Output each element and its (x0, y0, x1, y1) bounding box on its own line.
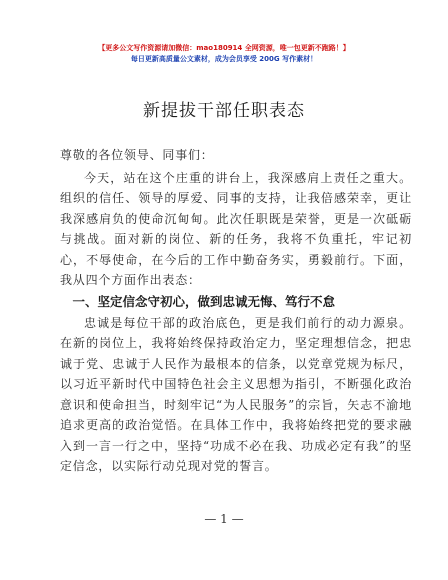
promo-banner (0, 43, 448, 65)
section-1-paragraph: 忠诚是每位干部的政治底色，更是我们前行的动力源泉。在新的岗位上，我将始终保持政治定力，坚定理想信念，把忠诚于党、忠诚于人民作为最根本的信条，以党章党规为标尺，以习近平新时代中国特色社会主义思想为指引，不断强化政治意识和使命担当，时刻牢记“为人民服务”的宗旨，矢志不渝地追求更高的政治觉悟。在具体工作中，我将始终把党的要求融入到一言一行之中，坚持“功成不必在我、功成必定有我”的坚定信念，以实际行动兑现对党的誓言。 (60, 315, 412, 473)
document-body (60, 145, 412, 477)
salutation: 尊敬的各位领导、同事们： (60, 148, 214, 162)
promo-line-1: 【更多公文写作资源请加微信：mao180914 全网资源，唯一包更新不跑路！】 (98, 44, 350, 52)
section-1-heading: 一、坚定信念守初心，做到忠诚无悔、笃行不怠 (72, 293, 336, 309)
page-number: — 1 — (204, 512, 244, 526)
intro-paragraph: 今天，站在这个庄重的讲台上，我深感肩上责任之重大。组织的信任、领导的厚爱、同事的支持，让我倍感荣幸，更让我深感肩负的使命沉甸甸。此次任职既是荣誉，更是一次砥砺与挑战。面对新的岗位、新的任务，我将不负重托，牢记初心，不辱使命，在今后的工作中勤奋务实，勇毅前行。下面，我从四个方面作出表态： (60, 170, 412, 287)
promo-line-2: 每日更新高质量公文素材，成为会员享受 200G 写作素材！ (130, 55, 318, 63)
document-title: 新提拔干部任职表态 (143, 101, 305, 121)
